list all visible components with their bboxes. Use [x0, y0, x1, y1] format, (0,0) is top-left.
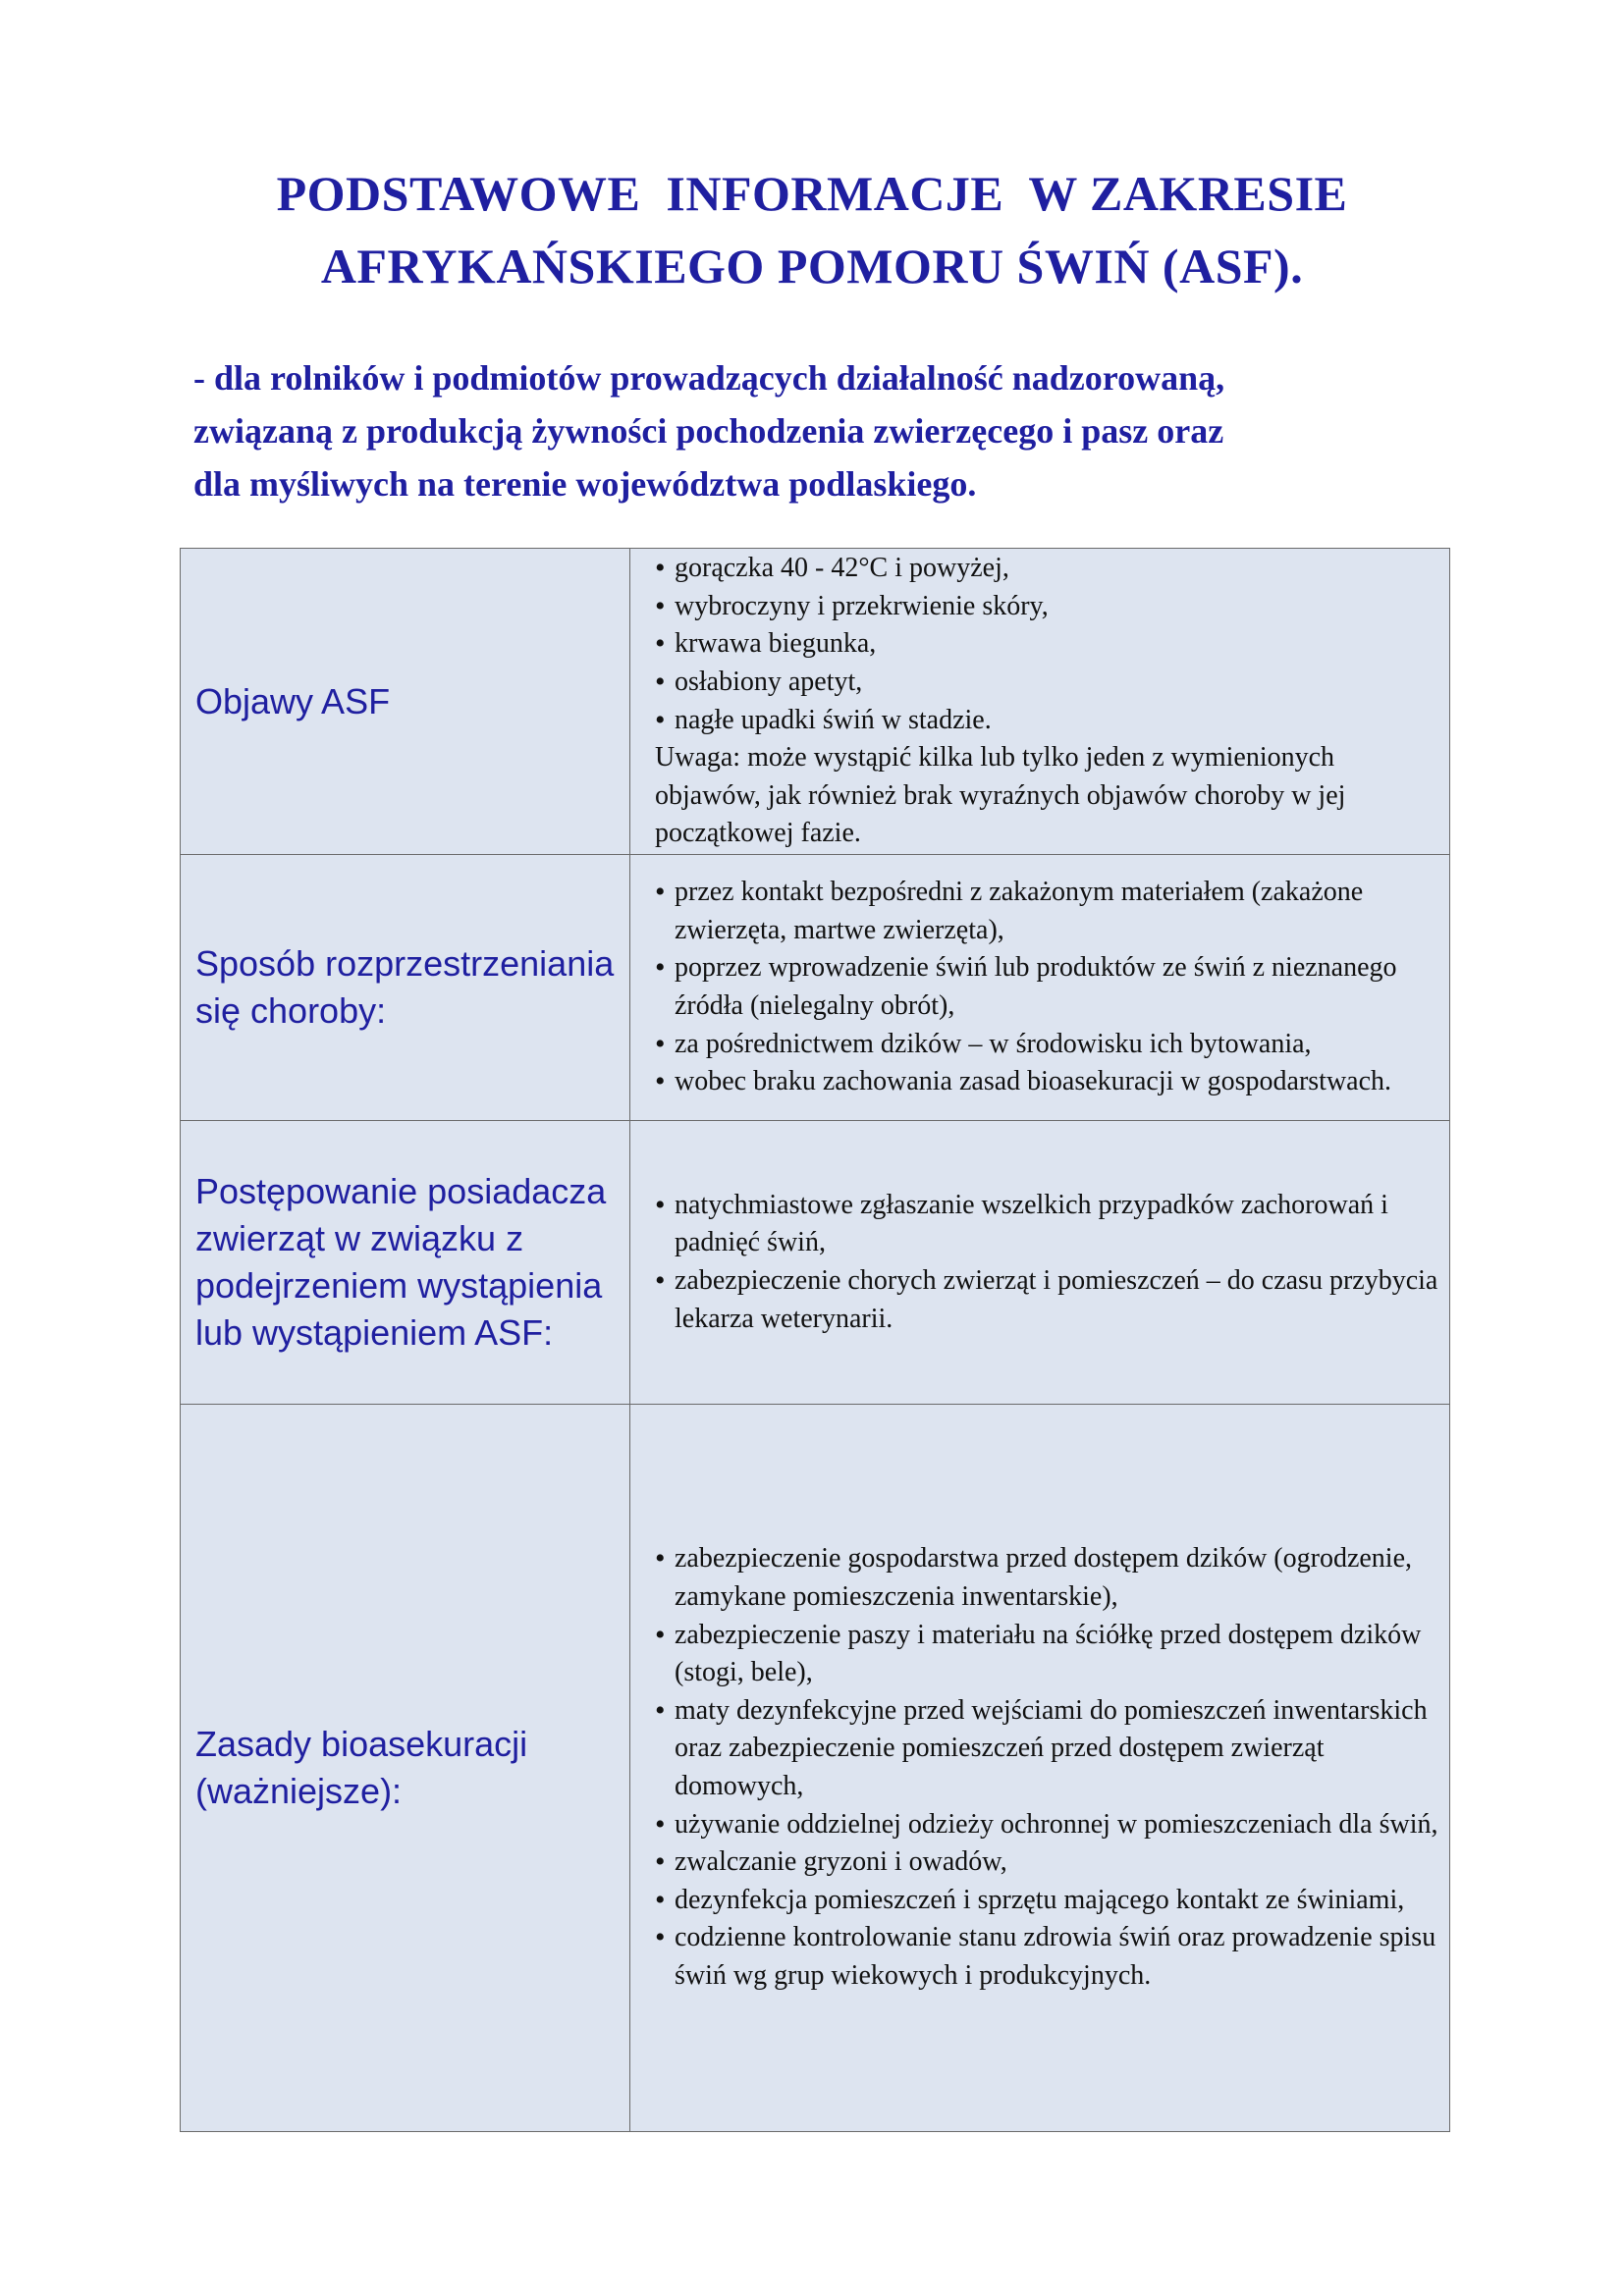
list-item: • zwalczanie gryzoni i owadów, [655, 1843, 1439, 1882]
list-item: • zabezpieczenie paszy i materiału na ściółkę przed dostępem dzików (stogi, bele), [655, 1617, 1439, 1692]
symptoms-note: Uwaga: może wystąpić kilka lub tylko jeden z wymienionych objawów, jak również brak wyraźnych objawów choroby w jej początkowej fazie. [655, 742, 1346, 849]
list-item: • maty dezynfekcyjne przed wejściami do pomieszczeń inwentarskich oraz zabezpieczenie pomieszczeń przed dostępem zwierząt domowych, [655, 1692, 1439, 1806]
row-label-symptoms: Objawy ASF [181, 549, 630, 855]
row-label-biosecurity: Zasady bioasekuracji (ważniejsze): [181, 1405, 630, 2132]
list-item: • wybroczyny i przekrwienie skóry, [655, 588, 1439, 626]
list-item: • nagłe upadki świń w stadzie. [655, 702, 1439, 740]
table-row-symptoms [181, 549, 1450, 855]
list-item: • używanie oddzielnej odzieży ochronnej w pomieszczeniach dla świń, [655, 1806, 1439, 1844]
row-label-procedure: Postępowanie posiadacza zwierząt w związku z podejrzeniem wystąpienia lub wystąpieniem ASF: [181, 1121, 630, 1405]
procedure-list [655, 1187, 1439, 1338]
table-row-spread [181, 855, 1450, 1121]
title-line-1: PODSTAWOWE INFORMACJE W ZAKRESIE [276, 166, 1348, 221]
title-line-2: AFRYKAŃSKIEGO POMORU ŚWIŃ (ASF). [320, 239, 1304, 294]
list-item: • gorączka 40 - 42°C i powyżej, [655, 550, 1439, 588]
subtitle-line-1: - dla rolników i podmiotów prowadzących działalność nadzorowaną, [193, 358, 1225, 398]
table-row-procedure [181, 1121, 1450, 1405]
list-item: • poprzez wprowadzenie świń lub produktów ze świń z nieznanego źródła (nielegalny obrót), [655, 949, 1439, 1025]
row-content-symptoms [630, 549, 1450, 855]
subtitle-line-2: związaną z produkcją żywności pochodzenia zwierzęcego i pasz oraz [193, 411, 1224, 451]
row-content-spread [630, 855, 1450, 1121]
list-item: • dezynfekcja pomieszczeń i sprzętu mającego kontakt ze świniami, [655, 1882, 1439, 1920]
subtitle-line-3: dla myśliwych na terenie województwa podlaskiego. [193, 464, 977, 504]
row-content-procedure [630, 1121, 1450, 1405]
table-row-biosecurity [181, 1405, 1450, 2132]
list-item: • zabezpieczenie gospodarstwa przed dostępem dzików (ogrodzenie, zamykane pomieszczenia inwentarskie), [655, 1540, 1439, 1616]
list-item: • krwawa biegunka, [655, 625, 1439, 664]
row-label-spread: Sposób rozprzestrzeniania się choroby: [181, 855, 630, 1121]
spread-list [655, 874, 1439, 1101]
biosecurity-list [655, 1540, 1439, 1995]
document-subtitle [193, 351, 1470, 510]
list-item: • przez kontakt bezpośredni z zakażonym materiałem (zakażone zwierzęta, martwe zwierzęta), [655, 874, 1439, 949]
row-content-biosecurity [630, 1405, 1450, 2132]
list-item: • codzienne kontrolowanie stanu zdrowia świń oraz prowadzenie spisu świń wg grup wiekowych i produkcyjnych. [655, 1919, 1439, 1995]
asf-info-table [180, 548, 1450, 2132]
list-item: • natychmiastowe zgłaszanie wszelkich przypadków zachorowań i padnięć świń, [655, 1187, 1439, 1262]
list-item: • osłabiony apetyt, [655, 664, 1439, 702]
symptoms-list [655, 550, 1439, 739]
list-item: • wobec braku zachowania zasad bioasekuracji w gospodarstwach. [655, 1063, 1439, 1101]
document-title [0, 157, 1624, 302]
list-item: • za pośrednictwem dzików – w środowisku ich bytowania, [655, 1026, 1439, 1064]
list-item: • zabezpieczenie chorych zwierząt i pomieszczeń – do czasu przybycia lekarza weterynarii. [655, 1262, 1439, 1338]
